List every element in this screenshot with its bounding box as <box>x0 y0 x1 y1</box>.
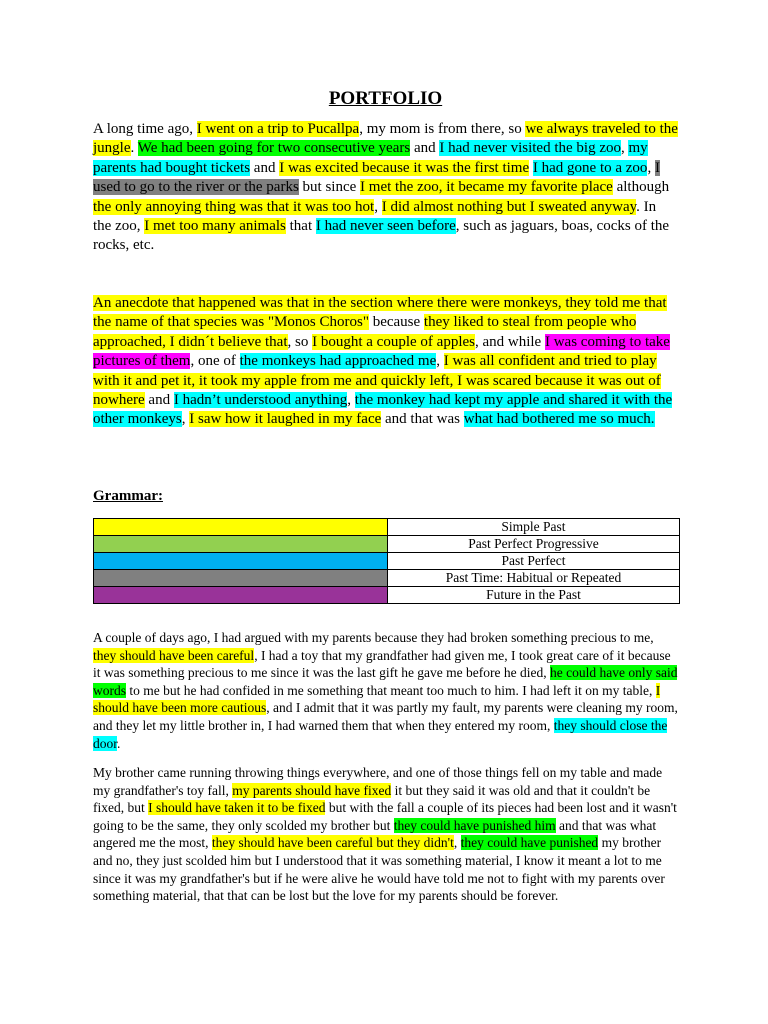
text-run: it but they said it was old and that it couldn't be fixed, but <box>93 782 651 816</box>
highlighted-phrase: I should have been more cautious <box>93 682 661 716</box>
highlighted-phrase: we always traveled to the jungle <box>93 121 678 157</box>
page-title: PORTFOLIO <box>328 88 443 109</box>
text-run: although <box>612 179 670 196</box>
legend-label: Past Time: Habitual or Repeated <box>388 570 680 587</box>
highlighted-phrase: I had gone to a zoo <box>532 159 648 176</box>
text-run: , I had a toy that my grandfather had given me, I took great care of it because it was something precious to me since it was the last gift he gave me before he died, <box>93 647 671 681</box>
legend-row <box>94 587 680 604</box>
highlighted-phrase: the monkey had kept my apple and shared it with the other monkeys <box>93 392 673 428</box>
paragraph-argument <box>93 629 678 752</box>
legend-label: Simple Past <box>388 519 680 536</box>
highlighted-phrase: they liked to steal from people who approached, I didn´t believe that <box>93 314 637 350</box>
paragraph-anecdote <box>93 294 678 430</box>
highlighted-phrase: I had never seen before <box>315 218 456 235</box>
text-run: , so <box>287 333 313 350</box>
highlighted-phrase: I used to go to the river or the parks <box>93 159 660 196</box>
legend-row <box>94 570 680 587</box>
text-run: but since <box>298 179 361 196</box>
text-run: and that was what angered me the most, <box>93 817 657 851</box>
highlighted-phrase: I was all confident and tried to play with it and pet it, it took my apple from me and quickly left, I was scared because it was out of nowhere <box>93 353 661 409</box>
highlighted-phrase: I saw how it laughed in my face <box>189 411 382 428</box>
text-run: , <box>620 140 629 157</box>
text-run: , and while <box>474 333 545 350</box>
legend-color-swatch <box>94 553 388 570</box>
legend-label: Past Perfect Progressive <box>388 536 680 553</box>
highlighted-phrase: We had been going for two consecutive years <box>137 140 411 157</box>
text-run: , <box>347 392 355 409</box>
highlighted-phrase: they should close the door <box>93 717 668 751</box>
highlighted-phrase: I met too many animals <box>144 218 286 235</box>
text-run: to me but he had confided in me something that meant too much to him. I had left it on my table, <box>126 682 656 698</box>
text-run: and <box>410 140 440 157</box>
legend-row <box>94 536 680 553</box>
highlighted-phrase: they should have been careful but they didn't <box>211 835 454 851</box>
legend-label: Future in the Past <box>388 587 680 604</box>
text-run: , <box>453 835 461 851</box>
text-run: My brother came running throwing things everywhere, and one of those things fell on my table and made my grandfather's toy fall, <box>93 765 663 798</box>
highlighted-phrase: they could have punished him <box>393 817 556 833</box>
text-run: but with the fall a couple of its pieces had been lost and it wasn't going to be the same, they only scolded my brother but <box>93 800 677 833</box>
text-run: . <box>130 140 138 157</box>
text-run: , one of <box>190 353 240 370</box>
text-run: , my mom is from there, so <box>359 121 526 137</box>
highlighted-phrase: my parents had bought tickets <box>93 140 648 176</box>
highlighted-phrase: I had never visited the big zoo <box>439 140 621 157</box>
legend-color-swatch <box>94 587 388 604</box>
highlighted-phrase: I went on a trip to Pucallpa <box>196 121 360 137</box>
text-run: and <box>250 159 280 176</box>
highlighted-phrase: the monkeys had approached me <box>239 353 437 370</box>
legend-color-swatch <box>94 536 388 553</box>
legend-color-swatch <box>94 519 388 536</box>
text-run: , <box>436 353 444 370</box>
legend-color-swatch <box>94 570 388 587</box>
highlighted-phrase: I was coming to take pictures of them <box>93 333 670 370</box>
legend-label: Past Perfect <box>388 553 680 570</box>
text-run: A long time ago, <box>93 121 197 137</box>
text-run: , <box>181 411 190 428</box>
grammar-heading: Grammar: <box>93 488 163 504</box>
highlighted-phrase: the only annoying thing was that it was too hot <box>93 198 375 215</box>
text-run: , such as jaguars, boas, cocks of the rocks, etc. <box>93 218 670 254</box>
highlighted-phrase: I met the zoo, it became my favorite place <box>360 179 613 196</box>
text-run: , <box>647 159 655 176</box>
highlighted-phrase: I bought a couple of apples <box>312 333 475 350</box>
text-run: A couple of days ago, I had argued with my parents because they had broken something precious to me, <box>93 630 654 645</box>
paragraph-brother <box>93 764 678 905</box>
legend-row <box>94 519 680 536</box>
text-run: . In the zoo, <box>93 198 657 235</box>
highlighted-phrase: I did almost nothing but I sweated anyway <box>381 198 637 215</box>
highlighted-phrase: my parents should have fixed <box>232 782 392 798</box>
grammar-legend-table <box>93 518 680 604</box>
highlighted-phrase: what had bothered me so much. <box>463 411 655 428</box>
legend-row <box>94 553 680 570</box>
highlighted-phrase: I should have taken it to be fixed <box>148 800 326 816</box>
text-run: , <box>374 198 382 215</box>
highlighted-phrase: they could have punished <box>460 835 599 851</box>
text-run: my brother and no, they just scolded him but I understood that it was something material, I know it meant a lot to me since it was my grandfather's but if he were alive he would have told me not to fight with my parents over something material, that that can be lost but the love for my parents should be forever. <box>93 835 665 904</box>
text-run: . <box>117 735 121 751</box>
paragraph-trip <box>93 120 678 256</box>
text-run: and that was <box>381 411 464 428</box>
highlighted-phrase: he could have only said words <box>93 665 678 698</box>
text-run: , and I admit that it was partly my fault, my parents were cleaning my room, and they let my little brother in, I had warned them that when they entered my room, <box>93 700 678 733</box>
highlighted-phrase: An anecdote that happened was that in the section where there were monkeys, they told me that the name of that species was "Monos Choros" <box>93 295 667 331</box>
highlighted-phrase: they should have been careful <box>93 647 255 663</box>
text-run: because <box>368 314 424 331</box>
text-run: and <box>144 392 174 409</box>
highlighted-phrase: I was excited because it was the first time <box>279 159 530 176</box>
text-run: that <box>285 218 316 235</box>
highlighted-phrase: I hadn’t understood anything <box>173 392 348 409</box>
